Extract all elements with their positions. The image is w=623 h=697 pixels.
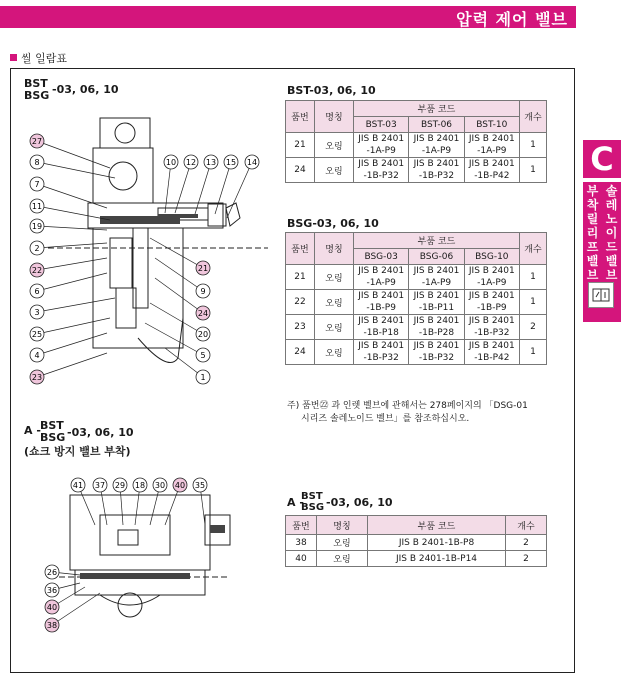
table3-title-suffix: -03, 06, 10 — [326, 496, 393, 509]
leader-line — [37, 206, 110, 220]
callout-label: 26 — [46, 568, 58, 577]
section-title: 씰 일람표 — [10, 50, 67, 66]
callout-label: 40 — [46, 603, 58, 612]
callout-label: 11 — [31, 202, 43, 211]
table-row: 21 오링 JIS B 2401 -1A-P9 JIS B 2401 -1A-P9 JIS B 2401 -1A-P9 1 — [286, 265, 547, 290]
callout-label: 24 — [197, 309, 209, 318]
leader-line — [37, 298, 115, 312]
leader-line — [175, 162, 191, 213]
callouts-top — [15, 108, 295, 398]
callout-label: 27 — [31, 137, 43, 146]
bottom-model-stack: BST BSG — [40, 419, 66, 444]
callout-label: 22 — [31, 266, 43, 275]
callout-label: 14 — [246, 158, 258, 167]
leader-line — [165, 162, 171, 213]
callout-label: 40 — [174, 481, 186, 490]
leader-line — [227, 162, 252, 218]
callout-label: 20 — [197, 330, 209, 339]
top-model-stack: BST BSG — [24, 77, 50, 102]
side-tab-col2: 솔레노이드밸브 — [605, 184, 618, 282]
callout-label: 21 — [197, 264, 209, 273]
side-tab-col1: 부착릴리프밸브 — [586, 184, 599, 282]
side-tab-letter[interactable]: C — [583, 140, 621, 178]
bottom-model-suffix: -03, 06, 10 — [67, 426, 134, 439]
table-row: 24 오링 JIS B 2401 -1B-P32 JIS B 2401 -1B-P32 JIS B 2401 -1B-P42 1 — [286, 340, 547, 365]
leader-line — [155, 278, 206, 313]
callout-label: 5 — [200, 351, 206, 360]
callout-label: 35 — [194, 481, 206, 490]
leader-line — [150, 238, 203, 268]
leader-line — [155, 258, 203, 291]
callout-label: 23 — [31, 373, 43, 382]
leader-line — [37, 226, 107, 230]
table-row: 23 오링 JIS B 2401 -1B-P18 JIS B 2401 -1B-P28 JIS B 2401 -1B-P32 2 — [286, 315, 547, 340]
leader-line — [150, 303, 203, 334]
table-row: 22 오링 JIS B 2401 -1B-P9 JIS B 2401 -1B-P11 JIS B 2401 -1B-P9 1 — [286, 290, 547, 315]
callout-label: 7 — [34, 180, 40, 189]
header-bar — [0, 6, 576, 28]
callout-label: 6 — [34, 287, 40, 296]
table1-title: BST-03, 06, 10 — [287, 84, 376, 97]
valve-symbol-icon — [588, 282, 614, 308]
valve-symbol-graphic — [589, 283, 613, 307]
callout-label: 4 — [34, 351, 40, 360]
table1: 품번 명칭 부품 코드 개수 BST-03 BST-06 BST-10 21 오링 JIS B 2401 -1A-P9 JIS B 2401 -1A-P9 JIS B 2401 -1A-P9 1 24 오링 JIS B 2401 -1B-P32 JIS B 2401 -1B-P32 JIS B 2401 -1B-P42 1 — [285, 100, 547, 183]
table2: 품번 명칭 부품 코드 개수 BSG-03 BSG-06 BSG-10 21 오링 JIS B 2401 -1A-P9 JIS B 2401 -1A-P9 JIS B 2401 -1A-P9 1 22 오링 JIS B 2401 -1B-P9 JIS B 2401 -1B-P11 JIS B 2401 -1B-P9 1 23 오링 JIS B 2401 -1B-P18 JIS B 2401 -1B-P28 JIS B 2401 -1B-P32 2 24 오링 JIS B 2401 -1B-P32 JIS B 2401 -1B-P32 JIS B 2401 -1B-P42 1 — [285, 232, 547, 365]
leader-line — [37, 318, 110, 334]
leader-line — [195, 162, 211, 214]
callout-label: 29 — [114, 481, 126, 490]
callout-label: 3 — [34, 308, 40, 317]
leader-line — [37, 333, 107, 355]
table-row: 21 오링 JIS B 2401 -1A-P9 JIS B 2401 -1A-P9 JIS B 2401 -1A-P9 1 — [286, 133, 547, 158]
callout-label: 18 — [134, 481, 146, 490]
leader-line — [37, 273, 107, 291]
callout-label: 37 — [94, 481, 106, 490]
leader-line — [37, 353, 107, 377]
bottom-model-caption: (쇼크 방지 밸브 부착) — [24, 445, 131, 458]
callout-label: 38 — [46, 621, 58, 630]
table-row: 40 오링 JIS B 2401-1B-P14 2 — [286, 551, 547, 567]
square-bullet-icon — [10, 54, 17, 61]
callout-label: 1 — [200, 373, 206, 382]
callouts-bottom — [25, 475, 295, 645]
leader-line — [215, 162, 231, 214]
leader-line — [37, 243, 107, 248]
footnote: 주) 품번㉒ 과 인렛 벨브에 관해서는 278페이지의 「DSG-01 시리즈 솔레노이드 벨브」를 참조하십시오. — [287, 401, 528, 424]
leader-line — [37, 184, 107, 208]
table3-title-stack: BST BSG — [301, 491, 325, 513]
callout-label: 19 — [31, 222, 43, 231]
table3: 품번 명칭 부품 코드 개수 38 오링 JIS B 2401-1B-P8 2 40 오링 JIS B 2401-1B-P14 2 — [285, 515, 547, 567]
leader-line — [37, 258, 107, 270]
table-row: 38 오링 JIS B 2401-1B-P8 2 — [286, 535, 547, 551]
callout-label: 12 — [185, 158, 197, 167]
table3-title-prefix: A - — [287, 496, 304, 509]
page-title: 압력 제어 밸브 — [456, 10, 568, 29]
callout-label: 13 — [205, 158, 217, 167]
top-model-suffix: -03, 06, 10 — [52, 83, 119, 96]
callout-label: 10 — [165, 158, 177, 167]
table2-title: BSG-03, 06, 10 — [287, 217, 379, 230]
leader-line — [52, 593, 100, 625]
callout-label: 36 — [46, 586, 58, 595]
table-row: 24 오링 JIS B 2401 -1B-P32 JIS B 2401 -1B-P32 JIS B 2401 -1B-P42 1 — [286, 158, 547, 183]
leader-line — [145, 323, 203, 355]
callout-label: 25 — [31, 330, 43, 339]
leader-line — [37, 162, 115, 178]
callout-label: 30 — [154, 481, 166, 490]
callout-label: 9 — [200, 287, 206, 296]
callout-label: 15 — [225, 158, 237, 167]
callout-label: 8 — [34, 158, 40, 167]
bottom-model-prefix: A - — [24, 424, 41, 437]
callout-label: 41 — [72, 481, 84, 490]
callout-label: 2 — [34, 244, 40, 253]
